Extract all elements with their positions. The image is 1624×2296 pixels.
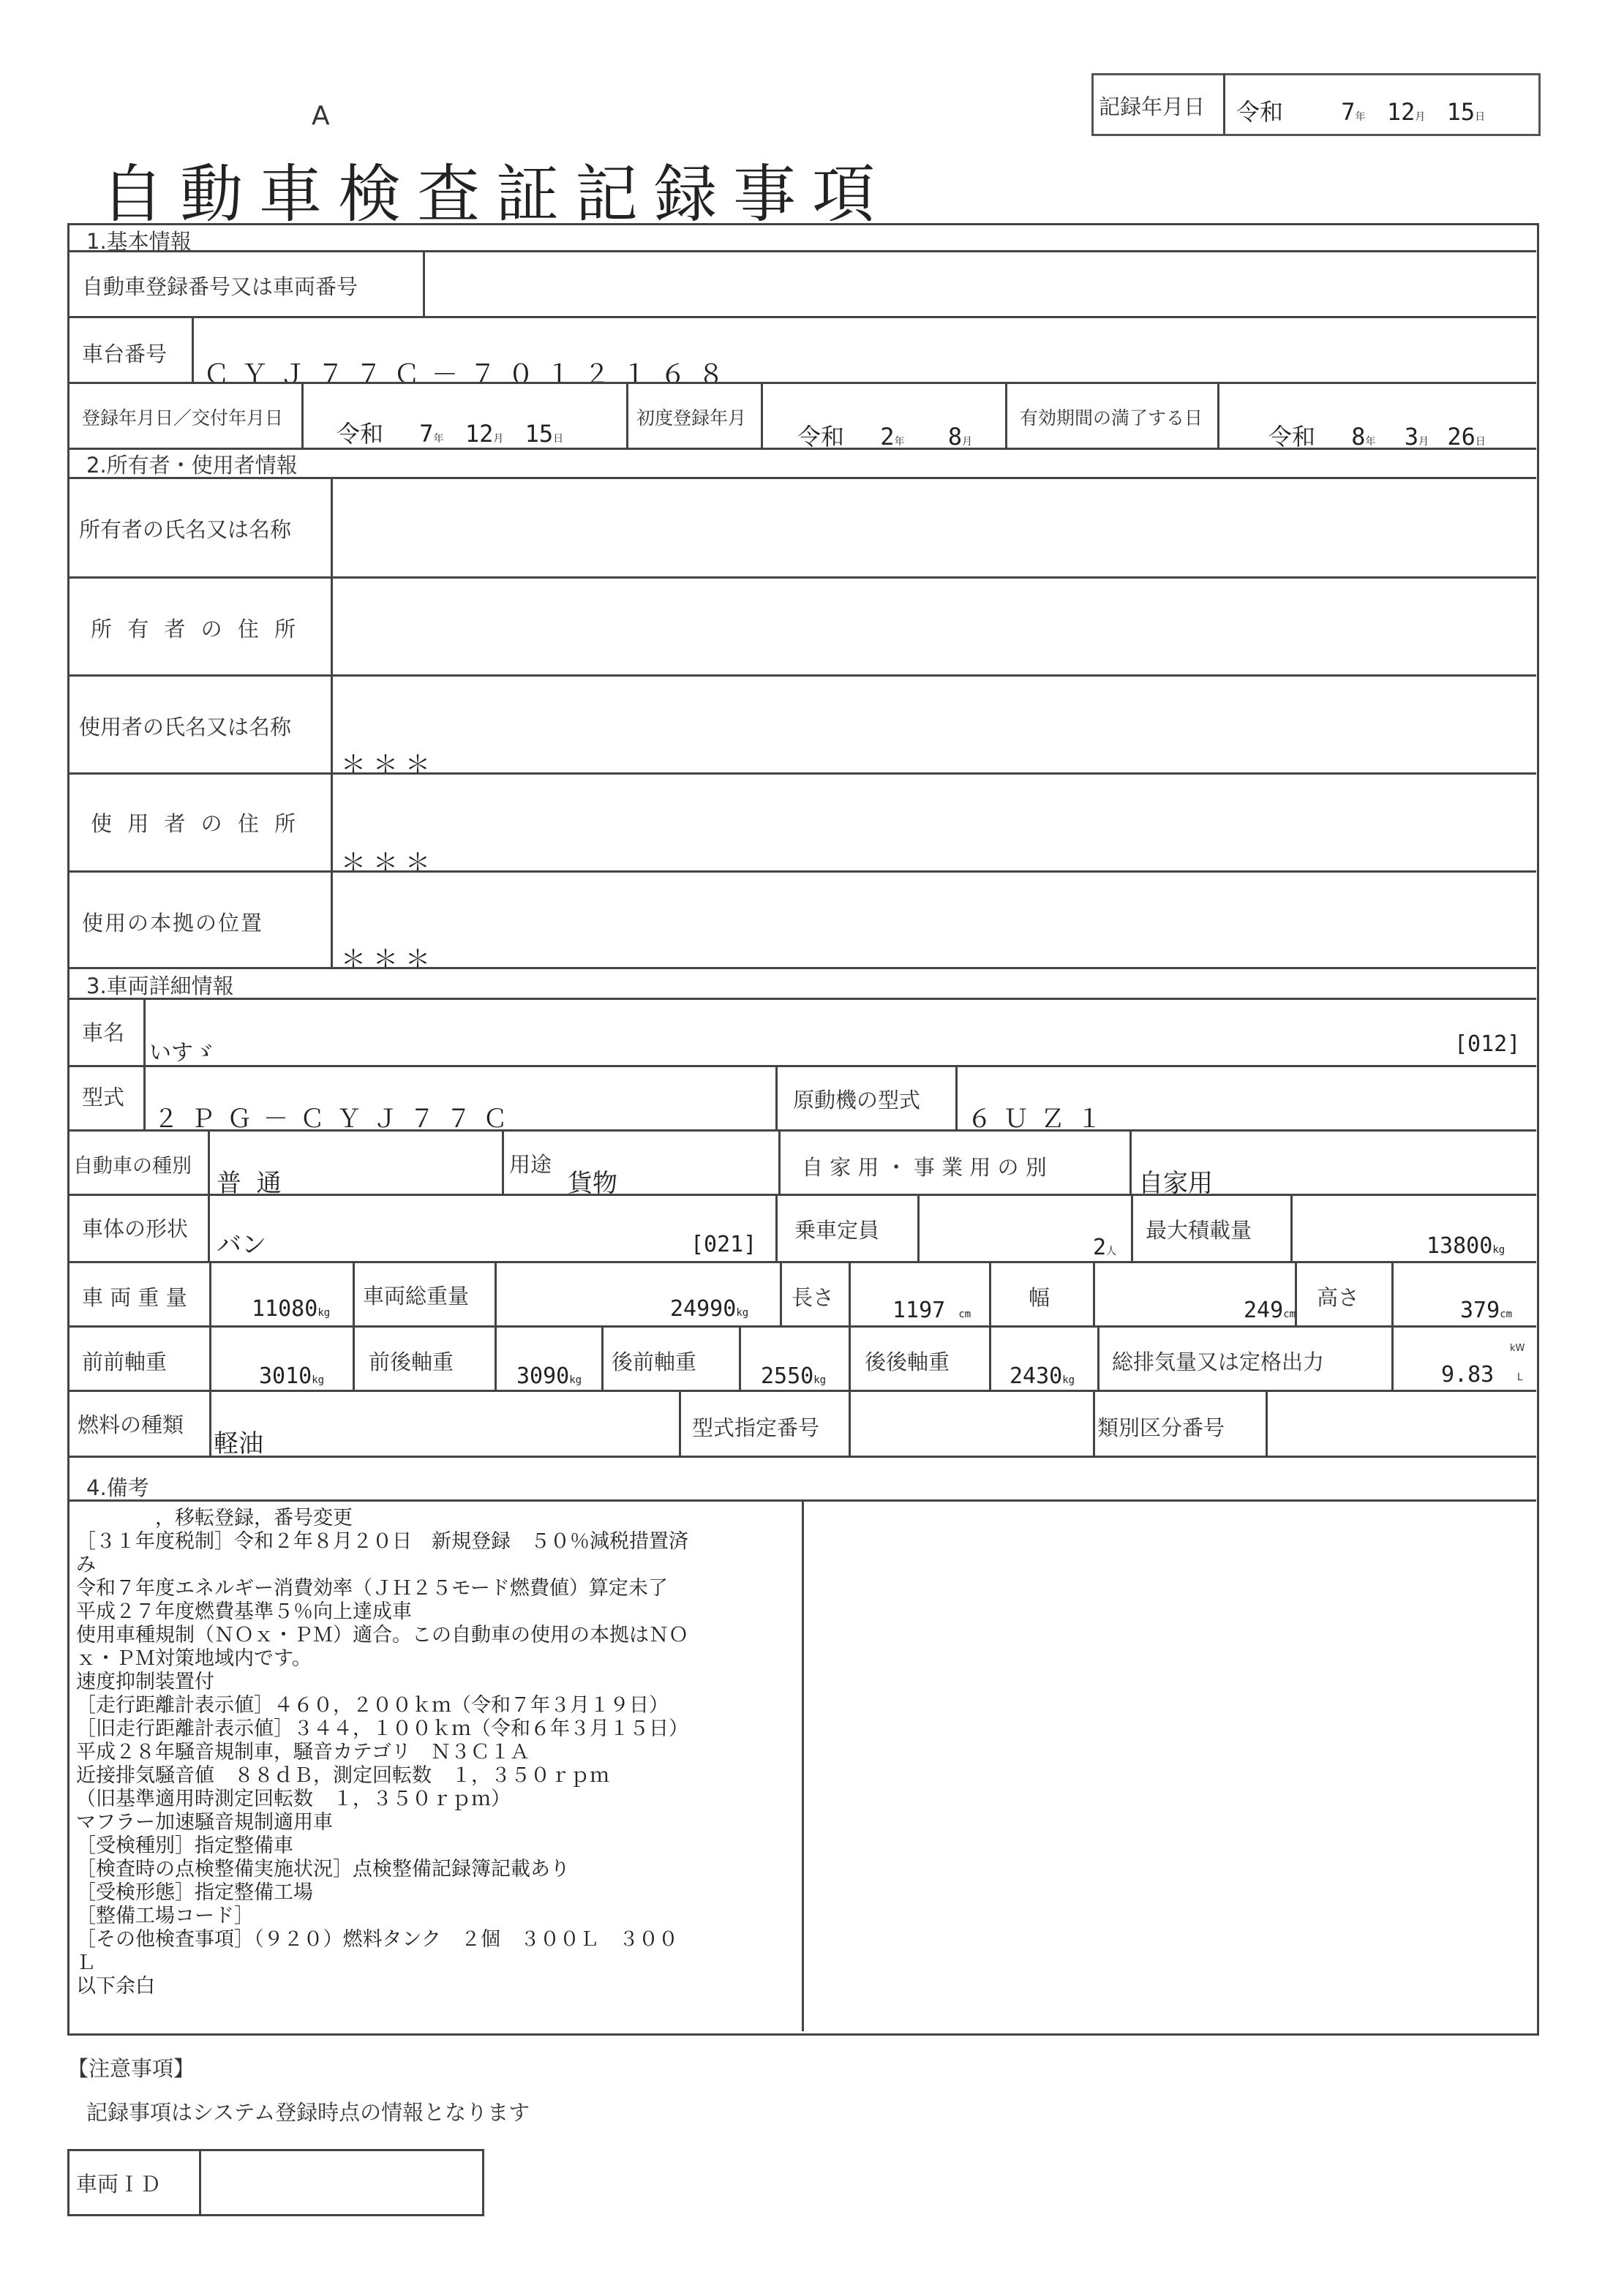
private-value: 自家用 [1138, 1169, 1213, 1198]
notice-text: 記録事項はシステム登録時点の情報となります [86, 2100, 530, 2125]
user-name-value: ＊＊＊ [341, 750, 437, 780]
owner-name-label: 所有者の氏名又は名称 [79, 517, 292, 542]
capacity-value: 2人 [1093, 1235, 1117, 1260]
remarks-line: 速度抑制装置付 [76, 1671, 214, 1693]
body-code: [021] [691, 1232, 757, 1257]
max-load-label: 最大積載量 [1146, 1218, 1252, 1243]
notice-heading: 【注意事項】 [67, 2056, 195, 2081]
vehicle-id-label: 車両ＩＤ [76, 2172, 162, 2197]
fuel-value: 軽油 [214, 1429, 263, 1458]
displacement-unit-kw: kW [1510, 1343, 1525, 1354]
expiry-label: 有効期間の満了する日 [1020, 407, 1203, 429]
corner-mark: A [312, 101, 330, 131]
remarks-line: ［受検種別］指定整備車 [76, 1834, 293, 1857]
width-label: 幅 [1029, 1285, 1050, 1310]
owner-address-label: 所 有 者 の 住 所 [91, 617, 301, 641]
displacement-unit-liter: L [1517, 1372, 1523, 1383]
remarks-line: 平成２７年度燃費基準５％向上達成車 [76, 1600, 412, 1623]
remarks-line: ［３１年度税制］令和２年８月２０日 新規登録 ５０％減税措置済 [76, 1530, 688, 1553]
type-designation-label: 型式指定番号 [692, 1415, 820, 1440]
remarks-line: 使用車種規制（ＮＯｘ・ＰＭ）適合。この自動車の使用の本拠はＮＯ [76, 1624, 688, 1646]
class-label: 類別区分番号 [1097, 1415, 1225, 1440]
use-label: 用途 [509, 1152, 552, 1177]
fr-axle-label: 前後軸重 [369, 1350, 454, 1374]
fr-axle-value: 3090kg [516, 1363, 582, 1389]
body-value: バン [217, 1230, 266, 1260]
engine-value: ６ＵＺ１ [967, 1104, 1113, 1134]
fuel-label: 燃料の種類 [78, 1412, 184, 1437]
height-label: 高さ [1317, 1285, 1360, 1310]
capacity-label: 乗車定員 [794, 1218, 880, 1243]
body-label: 車体の形状 [82, 1216, 189, 1241]
gross-weight-value: 24990kg [670, 1296, 749, 1322]
base-location-label: 使用の本拠の位置 [82, 911, 264, 936]
length-label: 長さ [792, 1285, 835, 1310]
weight-value: 11080kg [252, 1296, 331, 1322]
remarks-line: ［検査時の点検整備実施状況］点検整備記録簿記載あり [76, 1858, 570, 1881]
remarks-list [76, 1507, 800, 1998]
remarks-line: マフラー加速騒音規制適用車 [76, 1811, 333, 1834]
rr-axle-label: 後後軸重 [865, 1350, 950, 1374]
length-value: 1197 cm [892, 1298, 971, 1323]
max-load-value: 13800kg [1426, 1233, 1505, 1259]
remarks-line: ，移転登録，番号変更 [76, 1507, 353, 1529]
ff-axle-label: 前前軸重 [82, 1350, 168, 1374]
gross-weight-label: 車両総重量 [363, 1284, 470, 1309]
width-value: 249cm [1244, 1298, 1296, 1323]
remarks-line: ｘ・ＰＭ対策地域内です。 [76, 1647, 312, 1670]
vehicle-name-label: 車名 [82, 1020, 125, 1045]
reg-date: 令和 7年 12月 15日 [337, 420, 564, 448]
height-value: 379cm [1460, 1298, 1513, 1323]
reg-date-label: 登録年月日／交付年月日 [82, 407, 284, 429]
user-address-value: ＊＊＊ [341, 848, 437, 878]
user-name-label: 使用者の氏名又は名称 [79, 715, 292, 739]
reg-number-label: 自動車登録番号又は車両番号 [82, 274, 358, 299]
remarks-line: 平成２８年騒音規制車，騒音カテゴリ Ｎ３Ｃ１Ａ [76, 1741, 530, 1764]
remarks-line: ［その他検査事項］（９２０）燃料タンク ２個 ３００Ｌ ３００ [76, 1928, 678, 1951]
remarks-line: 令和７年度エネルギー消費効率（ＪＨ２５モード燃費値）算定未了 [76, 1577, 668, 1600]
kind-value: 普 通 [217, 1169, 282, 1198]
rr-axle-value: 2430kg [1010, 1363, 1075, 1389]
rf-axle-value: 2550kg [761, 1363, 827, 1389]
kind-label: 自動車の種別 [73, 1155, 192, 1178]
engine-label: 原動機の型式 [793, 1088, 921, 1113]
use-value: 貨物 [568, 1169, 617, 1198]
first-reg-label: 初度登録年月 [636, 407, 747, 429]
remarks-line: ［受検形態］指定整備工場 [76, 1881, 313, 1904]
first-reg-date: 令和 2年 8月 [797, 423, 973, 451]
remarks-line: ［旧走行距離計表示値］３４４，１００ｋｍ（令和６年３月１５日） [76, 1717, 688, 1740]
private-label: 自 家 用 ・ 事 業 用 の 別 [802, 1155, 1047, 1180]
chassis-label: 車台番号 [82, 342, 168, 366]
chassis-value: ＣＹＪ７７Ｃ－７０１２１６８ [203, 360, 737, 390]
remarks-line: ［走行距離計表示値］４６０，２００ｋｍ（令和７年３月１９日） [76, 1694, 669, 1717]
page-title: 自動車検査証記録事項 [101, 158, 891, 231]
user-address-label: 使 用 者 の 住 所 [91, 811, 301, 836]
remarks-line: み [76, 1554, 96, 1576]
section4-heading: 4.備考 [86, 1475, 149, 1500]
vehicle-name-code: [012] [1454, 1031, 1521, 1057]
ff-axle-value: 3010kg [259, 1363, 325, 1389]
remarks-line: Ｌ [76, 1951, 96, 1974]
remarks-line: （旧基準適用時測定回転数 １，３５０ｒｐｍ） [76, 1788, 511, 1810]
displacement-label: 総排気量又は定格出力 [1112, 1350, 1325, 1374]
record-date-label: 記録年月日 [1099, 94, 1206, 119]
remarks-line: 近接排気騒音値 ８８ｄＢ，測定回転数 １，３５０ｒｐｍ [76, 1764, 609, 1787]
record-date: 令和 7年 12月 15日 [1236, 98, 1486, 126]
section2-heading: 2.所有者・使用者情報 [86, 453, 298, 478]
section1-heading: 1.基本情報 [86, 229, 192, 254]
rf-axle-label: 後前軸重 [612, 1350, 697, 1374]
model-value: ２ＰＧ－ＣＹＪ７７Ｃ [154, 1104, 519, 1134]
remarks-line: ［整備工場コード］ [76, 1905, 254, 1927]
displacement-value: 9.83 [1441, 1362, 1495, 1388]
section3-heading: 3.車両詳細情報 [86, 974, 234, 998]
model-label: 型式 [82, 1085, 125, 1110]
vehicle-name-value: いすゞ [149, 1040, 215, 1066]
expiry-date: 令和 8年 3月 26日 [1268, 423, 1486, 451]
base-location-value: ＊＊＊ [341, 945, 437, 974]
weight-label: 車 両 重 量 [82, 1285, 187, 1310]
remarks-line: 以下余白 [76, 1975, 155, 1998]
